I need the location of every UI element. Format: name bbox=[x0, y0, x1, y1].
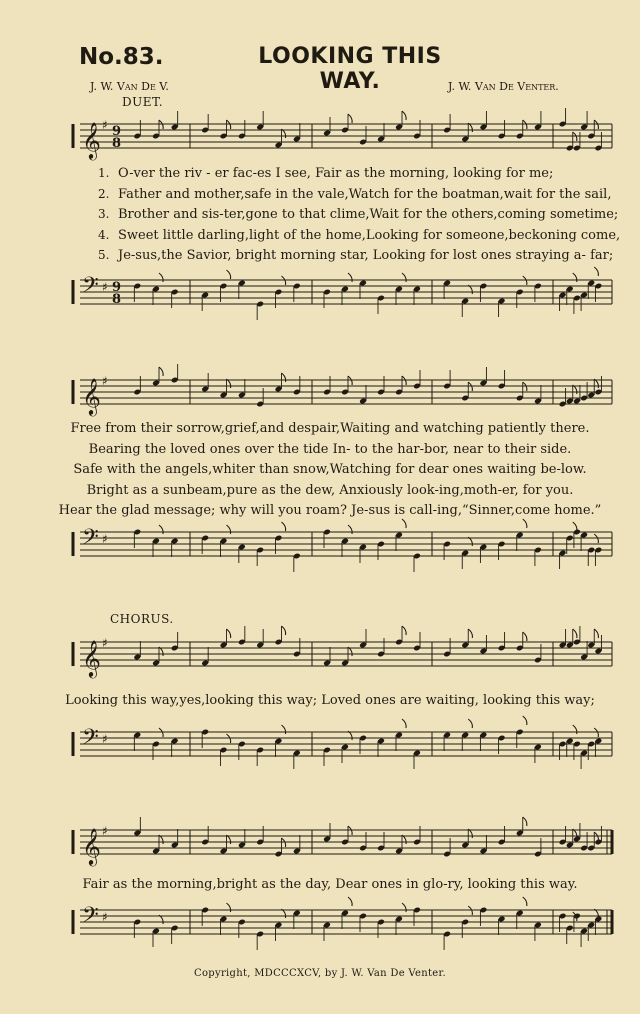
note-flag bbox=[523, 382, 527, 391]
sharp-icon: ♯ bbox=[102, 532, 108, 546]
sharp-icon: ♯ bbox=[102, 910, 108, 924]
chorus-label: CHORUS. bbox=[110, 612, 174, 626]
bass-clef-icon: 𝄢 bbox=[82, 273, 99, 303]
note-flag bbox=[282, 522, 286, 531]
note-flag bbox=[468, 906, 472, 915]
note-flag bbox=[573, 522, 577, 531]
note-flag bbox=[594, 728, 598, 737]
sharp-icon: ♯ bbox=[102, 732, 108, 746]
verse-line: Sweet little darling,light of the home,Looking for someone,beckoning come, bbox=[118, 227, 621, 243]
note-flag bbox=[282, 373, 286, 382]
note-flag bbox=[523, 897, 527, 906]
treble-clef-icon: 𝄞 bbox=[82, 121, 101, 159]
verse-number: 3. bbox=[98, 207, 110, 221]
copyright-notice: Copyright, MDCCCXCV, by J. W. Van De Venter. bbox=[194, 968, 446, 979]
note-flag bbox=[402, 519, 406, 528]
system2-treble-staff bbox=[0, 368, 640, 418]
time-signature-bottom: 8 bbox=[112, 292, 122, 307]
note-flag bbox=[159, 120, 163, 129]
verse-number: 2. bbox=[98, 186, 110, 201]
note-flag bbox=[159, 367, 163, 376]
system2-bass-staff bbox=[0, 520, 640, 592]
time-signature-top: 9 bbox=[112, 124, 122, 139]
hymn-title: LOOKING THIS WAY. bbox=[258, 44, 442, 94]
note-flag bbox=[159, 525, 163, 534]
note-flag bbox=[159, 273, 163, 282]
chorus2-bass-staff bbox=[0, 898, 640, 958]
note-flag bbox=[468, 382, 472, 391]
note-flag bbox=[523, 716, 527, 725]
note-flag bbox=[282, 725, 286, 734]
note-flag bbox=[523, 817, 527, 826]
note-flag bbox=[402, 111, 406, 120]
note-flag bbox=[402, 903, 406, 912]
note-flag bbox=[523, 632, 527, 641]
note-flag bbox=[402, 273, 406, 282]
note-flag bbox=[573, 725, 577, 734]
verse-number: 4. bbox=[98, 227, 110, 242]
chorus-lyric-2: Fair as the morning,bright as the day, Dear ones in glo-ry, looking this way. bbox=[82, 877, 578, 892]
verse-continuation-line: Hear the glad message; why will you roam? Je-sus is call-ing,“Sinner,come home.” bbox=[58, 503, 602, 518]
verse-line: Brother and sis-ter,gone to that clime,Wait for the others,coming sometime; bbox=[118, 207, 619, 222]
note-flag bbox=[594, 629, 598, 638]
chorus2-treble-staff bbox=[0, 818, 640, 868]
note-flag bbox=[594, 120, 598, 129]
verse-line: O-ver the riv - er fac-es I see, Fair as the morning, looking for me; bbox=[118, 166, 554, 181]
verse-line: Je-sus,the Savior, bright morning star, Looking for lost ones straying a- far; bbox=[118, 248, 614, 263]
chorus1-bass-staff bbox=[0, 720, 640, 776]
bass-clef-icon: 𝄢 bbox=[82, 725, 99, 755]
note-flag bbox=[348, 525, 352, 534]
system1-treble-staff bbox=[0, 112, 640, 162]
chorus1-treble-staff bbox=[0, 630, 640, 682]
note-flag bbox=[227, 525, 231, 534]
note-flag bbox=[594, 534, 598, 543]
time-signature-bottom: 8 bbox=[112, 136, 122, 151]
chorus-lyric-1: Looking this way,yes,looking this way; Loved ones are waiting, looking this way; bbox=[65, 693, 595, 708]
verse-continuation-line: Bright as a sunbeam,pure as the dew, Anxiously look-ing,moth-er, for you. bbox=[86, 482, 574, 498]
sharp-icon: ♯ bbox=[102, 280, 108, 294]
note-flag bbox=[348, 826, 352, 835]
note-flag bbox=[282, 626, 286, 635]
verse-continuation-line: Free from their sorrow,grief,and despair,Waiting and watching patiently there. bbox=[70, 421, 590, 436]
hymn-number: No.83. bbox=[79, 44, 164, 70]
verse-continuation-line: Safe with the angels,whiter than snow,Watching for dear ones waiting be-low. bbox=[73, 462, 587, 477]
note-flag bbox=[573, 132, 577, 141]
treble-clef-icon: 𝄞 bbox=[82, 827, 101, 865]
treble-clef-icon: 𝄞 bbox=[82, 639, 101, 677]
note-flag bbox=[573, 273, 577, 282]
system1-bass-staff bbox=[0, 268, 640, 332]
note-flag bbox=[348, 273, 352, 282]
composer-credit: J. W. Van De Venter. bbox=[448, 80, 559, 93]
note-flag bbox=[282, 276, 286, 285]
sharp-icon: ♯ bbox=[102, 374, 108, 388]
note-flag bbox=[523, 120, 527, 129]
verse-continuation-line: Bearing the loved ones over the tide In- to the har-bor, near to their side. bbox=[88, 441, 572, 457]
note-flag bbox=[594, 267, 598, 276]
note-flag bbox=[402, 719, 406, 728]
note-flag bbox=[159, 728, 163, 737]
note-flag bbox=[348, 376, 352, 385]
note-flag bbox=[594, 832, 598, 841]
verse-number: 5. bbox=[98, 248, 110, 262]
sharp-icon: ♯ bbox=[102, 824, 108, 838]
duet-label: DUET. bbox=[122, 95, 164, 109]
note-flag bbox=[282, 838, 286, 847]
note-flag bbox=[348, 114, 352, 123]
note-flag bbox=[573, 629, 577, 638]
bass-clef-icon: 𝄢 bbox=[82, 525, 99, 555]
note-flag bbox=[227, 734, 231, 743]
note-flag bbox=[348, 897, 352, 906]
lyricist-credit: J. W. Van De V. bbox=[90, 80, 169, 93]
note-flag bbox=[523, 276, 527, 285]
note-flag bbox=[402, 626, 406, 635]
time-signature-top: 9 bbox=[112, 280, 122, 295]
note-flag bbox=[227, 903, 231, 912]
bass-clef-icon: 𝄢 bbox=[82, 903, 99, 933]
note-flag bbox=[227, 120, 231, 129]
sharp-icon: ♯ bbox=[102, 118, 108, 132]
note-flag bbox=[468, 719, 472, 728]
note-flag bbox=[523, 519, 527, 528]
sharp-icon: ♯ bbox=[102, 636, 108, 650]
note-flag bbox=[227, 629, 231, 638]
verse-line: Father and mother,safe in the vale,Watch for the boatman,wait for the sail, bbox=[118, 186, 612, 202]
note-flag bbox=[402, 376, 406, 385]
note-flag bbox=[468, 629, 472, 638]
treble-clef-icon: 𝄞 bbox=[82, 377, 101, 415]
note-flag bbox=[227, 270, 231, 279]
verse-number: 1. bbox=[98, 166, 110, 180]
